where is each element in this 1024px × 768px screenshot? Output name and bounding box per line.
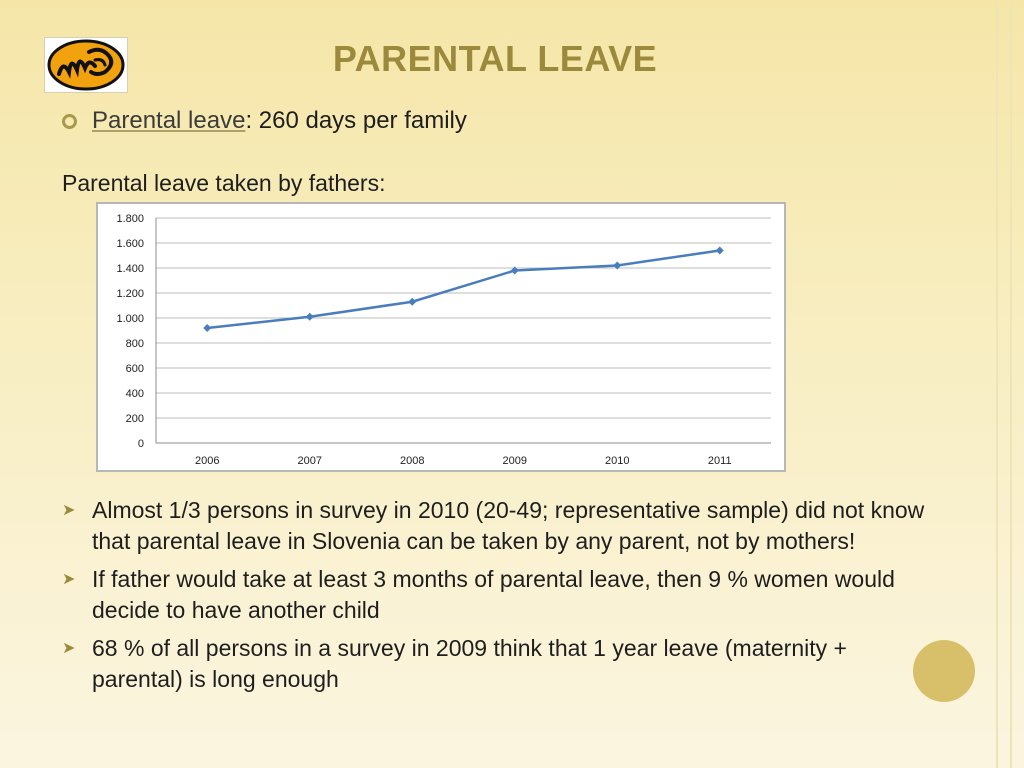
arrow-bullet-icon: ➤ (62, 502, 76, 519)
y-tick-label: 0 (137, 438, 144, 450)
list-item (62, 564, 942, 626)
x-tick-label: 2011 (707, 455, 732, 467)
x-tick-label: 2007 (297, 455, 322, 467)
decorative-line (996, 0, 998, 768)
arrow-bullet-icon: ➤ (62, 640, 76, 657)
y-tick-label: 1.400 (116, 263, 144, 275)
slide-title: PARENTAL LEAVE (332, 38, 658, 79)
y-tick-label: 800 (125, 338, 144, 350)
bullet-text: If father would take at least 3 months of parental leave, then 9 % women would decide to have another child (92, 566, 895, 623)
bullet-text: 68 % of all persons in a survey in 2009 think that 1 year leave (maternity + parental) is long enough (92, 635, 847, 692)
chart-heading: Parental leave taken by fathers: (62, 170, 386, 196)
chart-svg (98, 204, 784, 470)
y-tick-label: 600 (125, 363, 144, 375)
series-line (207, 251, 720, 329)
bullet-text: Almost 1/3 persons in survey in 2010 (20-49; representative sample) did not know that parental leave in Slovenia can be taken by any parent, not by mothers! (92, 497, 925, 554)
x-tick-label: 2008 (400, 455, 425, 467)
data-point (203, 324, 211, 332)
y-tick-label: 400 (125, 388, 144, 400)
decorative-circle (913, 640, 975, 702)
y-tick-label: 1.800 (116, 213, 144, 225)
y-tick-label: 1.200 (116, 288, 144, 300)
circle-bullet-icon (62, 114, 77, 129)
line-chart (96, 202, 786, 472)
list-item (62, 633, 942, 695)
x-tick-label: 2010 (605, 455, 630, 467)
y-tick-label: 1.000 (116, 313, 144, 325)
list-item (62, 495, 942, 557)
data-point (716, 247, 724, 255)
y-tick-label: 1.600 (116, 238, 144, 250)
arrow-bullet-icon: ➤ (62, 571, 76, 588)
bullet-list (62, 495, 942, 702)
x-tick-label: 2009 (502, 455, 527, 467)
parental-leave-term: Parental leave (92, 107, 246, 134)
parental-leave-bullet (62, 107, 467, 135)
parental-leave-detail: : 260 days per family (245, 107, 467, 134)
decorative-line (1010, 0, 1012, 768)
y-tick-label: 200 (125, 413, 144, 425)
data-point (408, 298, 416, 306)
data-point (306, 313, 314, 321)
x-tick-label: 2006 (195, 455, 220, 467)
